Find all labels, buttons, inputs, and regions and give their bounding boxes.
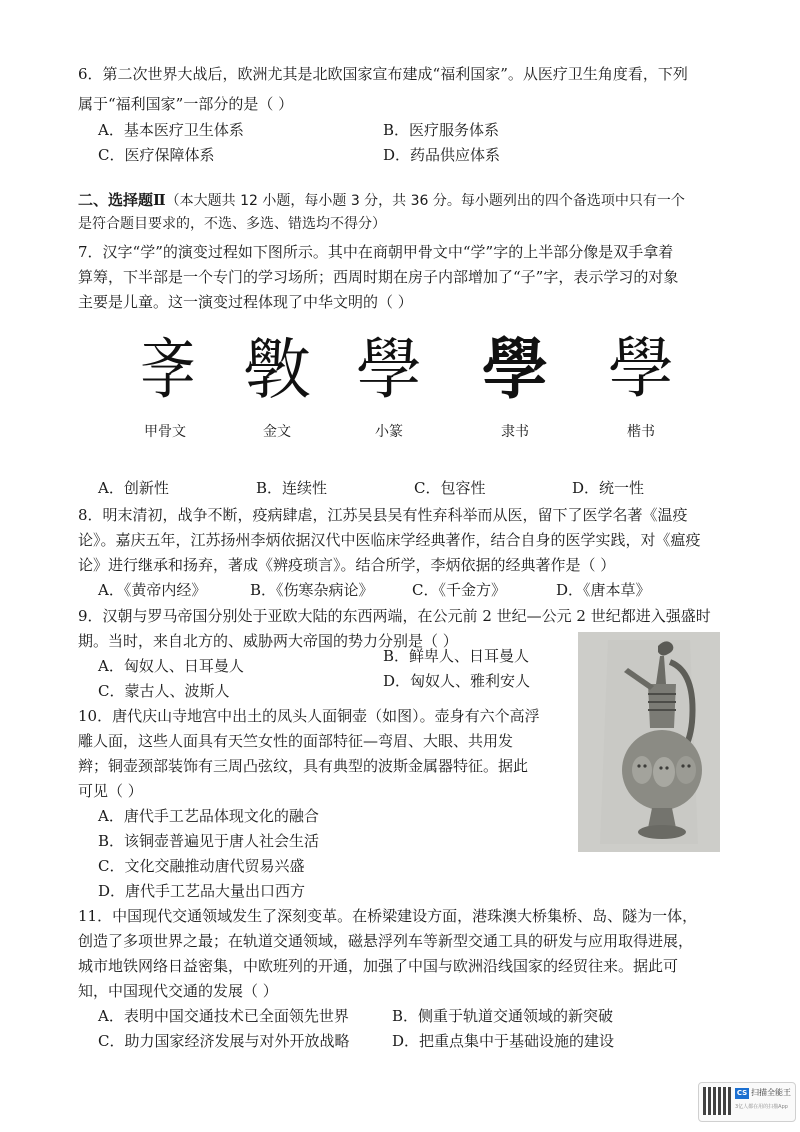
camscanner-logo-icon: CS	[736, 1089, 748, 1097]
q6-stem-line1: 6．第二次世界大战后，欧洲尤其是北欧国家宣布建成“福利国家”。从医疗卫生角度看，下列	[78, 65, 688, 83]
glyph-regular-caption: 楷书	[627, 424, 655, 440]
q8-option-c: C．《千金方》	[412, 581, 506, 599]
q6-option-b: B．医疗服务体系	[383, 121, 500, 139]
q8-option-b: B．《伤寒杂病论》	[250, 581, 374, 599]
q11-option-d: D．把重点集中于基础设施的建设	[392, 1032, 615, 1050]
glyph-clerical-caption: 隶书	[501, 424, 529, 440]
bronze-ewer-illustration	[578, 632, 720, 852]
q10-option-d: D．唐代手工艺品大量出口西方	[98, 882, 306, 900]
q10-option-b: B．该铜壶普遍见于唐人社会生活	[98, 832, 320, 850]
q10-stem-line2: 雕人面，这些人面具有天竺女性的面部特征—弯眉、大眼、共用发	[78, 732, 514, 750]
glyph-regular	[586, 330, 696, 442]
scanner-app-badge	[698, 1082, 796, 1122]
q10-option-a: A．唐代手工艺品体现文化的融合	[98, 807, 319, 825]
q9-option-a: A．匈奴人、日耳曼人	[98, 657, 244, 675]
glyph-bronze-caption: 金文	[263, 424, 291, 440]
glyph-bronze	[222, 330, 332, 442]
q11-stem-line1: 11．中国现代交通领域发生了深刻变革。在桥梁建设方面，港珠澳大桥集桥、岛、隧为一体，	[78, 907, 698, 925]
q9-stem-line1: 9．汉朝与罗马帝国分别处于亚欧大陆的东西两端，在公元前 2 世纪—公元 2 世纪都进入强盛时	[78, 607, 711, 625]
q6-option-c: C．医疗保障体系	[98, 146, 215, 164]
q6-option-d: D．药品供应体系	[383, 146, 501, 164]
q10-stem-line1: 10．唐代庆山寺地宫中出土的凤头人面铜壶（如图）。壶身有六个高浮	[78, 707, 540, 725]
q8-stem-line3: 论》进行继承和扬弃，著成《辨疫琐言》。结合所学，李炳依据的经典著作是（ ）	[78, 556, 616, 574]
glyph-clerical-char: 學	[482, 331, 548, 408]
q11-stem-line2: 创造了多项世界之最；在轨道交通领域，磁悬浮列车等新型交通工具的研发与应用取得进展，	[78, 932, 694, 950]
q10-stem-line4: 可见（ ）	[78, 782, 143, 800]
q9-option-d: D．匈奴人、雅利安人	[383, 672, 531, 690]
qr-code-icon	[703, 1087, 731, 1115]
section2-note-line1: （本大题共 12 小题，每小题 3 分，共 36 分。每小题列出的四个备选项中只有一个	[165, 193, 685, 209]
q8-option-d: D．《唐本草》	[556, 581, 651, 599]
q7-stem-line3: 主要是儿童。这一演变过程体现了中华文明的（ ）	[78, 293, 413, 311]
q7-option-a: A．创新性	[98, 479, 169, 497]
glyph-small-seal-char: 學	[356, 331, 422, 408]
glyph-oracle-bone-char: 斈	[139, 331, 191, 408]
q11-option-a: A．表明中国交通技术已全面领先世界	[98, 1007, 349, 1025]
bronze-ewer-photo	[578, 632, 720, 852]
q11-stem-line3: 城市地铁网络日益密集，中欧班列的开通，加强了中国与欧洲沿线国家的经贸往来。据此可	[78, 957, 679, 975]
glyph-oracle-bone	[110, 330, 220, 442]
q11-stem-line4: 知，中国现代交通的发展（ ）	[78, 982, 278, 1000]
q9-option-b: B．鲜卑人、日耳曼人	[383, 647, 530, 665]
q7-option-b: B．连续性	[256, 479, 328, 497]
scanner-app-tagline: 3亿人都在用的扫描App	[735, 1104, 788, 1110]
q6-stem-line2: 属于“福利国家”一部分的是（ ）	[78, 95, 294, 113]
q11-option-b: B．侧重于轨道交通领域的新突破	[392, 1007, 614, 1025]
q6-option-a: A．基本医疗卫生体系	[98, 121, 244, 139]
glyph-small-seal-caption: 小篆	[375, 424, 403, 440]
q8-stem-line1: 8．明末清初，战争不断，疫病肆虐，江苏吴县吴有性弃科举而从医，留下了医学名著《温疫	[78, 506, 688, 524]
glyph-bronze-char: 斆	[244, 331, 310, 408]
q7-stem-line1: 7．汉字“学”的演变过程如下图所示。其中在商朝甲骨文中“学”字的上半部分像是双手拿着	[78, 243, 674, 261]
section2-title: 二、选择题Ⅱ	[78, 191, 166, 209]
q11-option-c: C．助力国家经济发展与对外开放战略	[98, 1032, 350, 1050]
q9-option-c: C．蒙古人、波斯人	[98, 682, 230, 700]
scanner-app-name: 扫描全能王	[751, 1088, 791, 1097]
section2-heading	[78, 190, 685, 211]
q8-option-a: A．《黄帝内经》	[98, 581, 207, 599]
section2-note-line2: 是符合题目要求的，不选、多选、错选均不得分）	[78, 216, 386, 232]
glyph-regular-char: 學	[608, 333, 674, 406]
q8-stem-line2: 论》。嘉庆五年，江苏扬州李炳依据汉代中医临床学经典著作，结合自身的医学实践，对《瘟疫	[78, 531, 701, 549]
q7-option-d: D．统一性	[572, 479, 645, 497]
q9-stem-line2: 期。当时，来自北方的、威胁两大帝国的势力分别是（ ）	[78, 632, 458, 650]
q7-option-c: C．包容性	[414, 479, 486, 497]
glyph-oracle-bone-caption: 甲骨文	[144, 424, 186, 440]
q7-stem-line2: 算筹，下半部是一个专门的学习场所；西周时期在房子内部增加了“子”字，表示学习的对象	[78, 268, 679, 286]
q10-stem-line3: 辫；铜壶颈部装饰有三周凸弦纹，具有典型的波斯金属器特征。据此	[78, 757, 529, 775]
glyph-small-seal	[334, 330, 444, 442]
xue-evolution-figure	[110, 330, 710, 450]
glyph-clerical	[460, 330, 570, 442]
q10-option-c: C．文化交融推动唐代贸易兴盛	[98, 857, 305, 875]
